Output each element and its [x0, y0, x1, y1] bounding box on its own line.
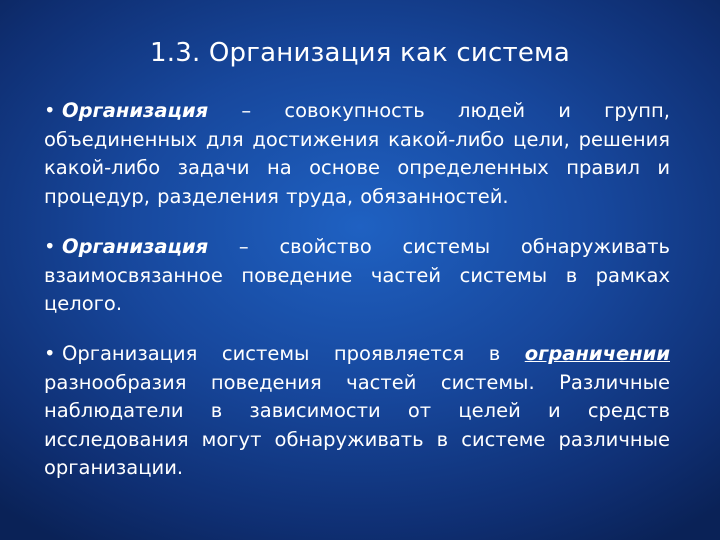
bullet-text: – свойство системы обнаруживать взаимосвязанное поведение частей системы в рамках целого. — [44, 235, 670, 315]
slide-title: 1.3. Организация как система — [150, 38, 570, 68]
bullet-marker: • — [44, 99, 56, 122]
bullet-marker: • — [44, 235, 56, 258]
bullet-term: Организация — [62, 99, 209, 122]
bullet-text: – совокупность людей и групп, объединенных для достижения какой-либо цели, решения какой-либо задачи на основе определенных правил и процедур, разделения труда, обязанностей. — [44, 99, 670, 208]
bullet-organization-property — [44, 233, 670, 319]
bullet-organization-definition — [44, 97, 670, 211]
bullet-text-after: разнообразия поведения частей системы. Различные наблюдатели в зависимости от целей и средств исследования могут обнаруживать в системе различные организации. — [44, 370, 670, 479]
bullet-organization-manifestation — [44, 340, 670, 483]
bullet-term: Организация — [62, 235, 209, 258]
bullet-text-before: Организация системы проявляется в — [62, 342, 525, 365]
bullet-term: ограничении — [524, 342, 670, 365]
bullet-marker: • — [44, 342, 56, 365]
